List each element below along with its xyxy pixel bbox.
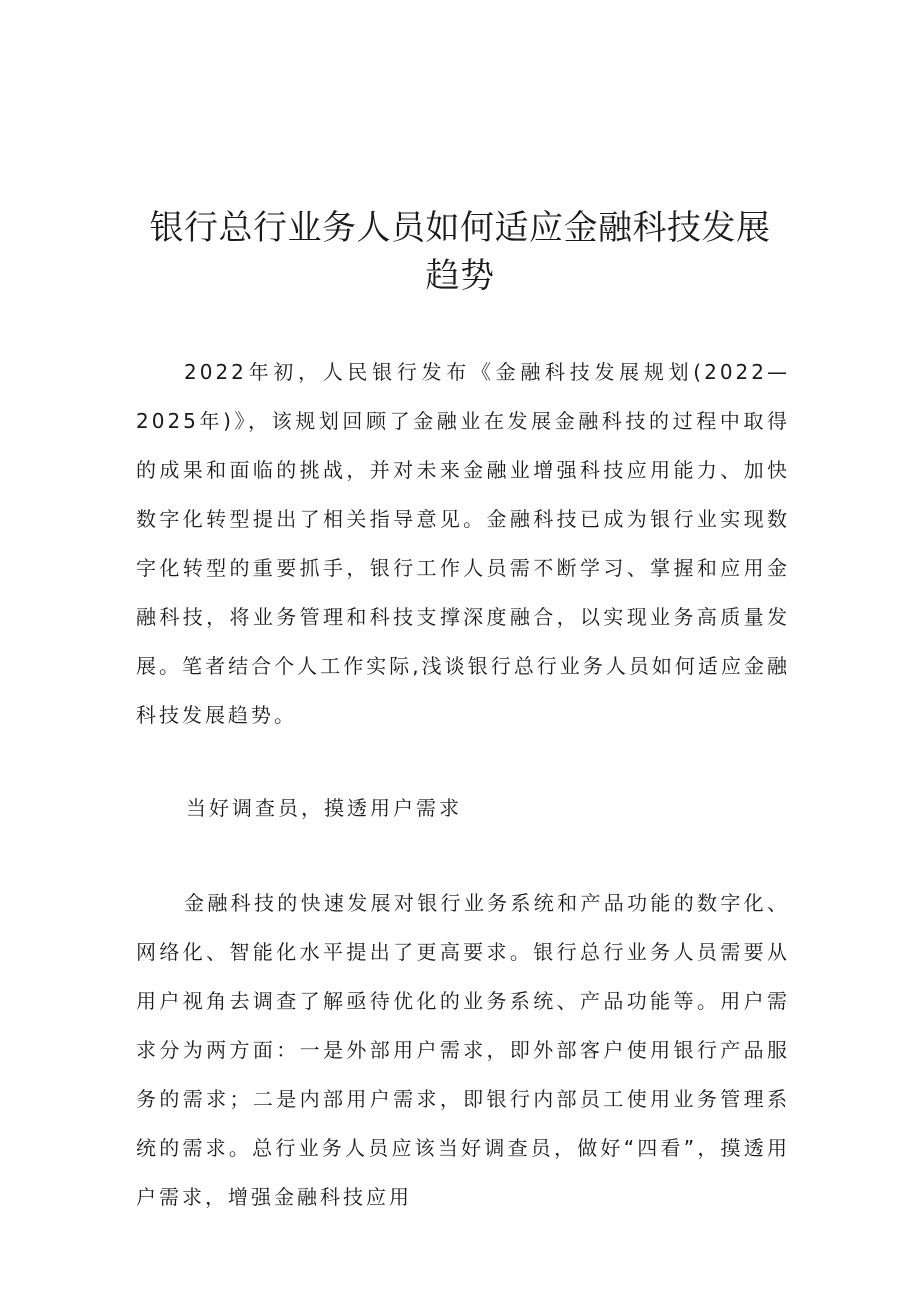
document-title xyxy=(130,204,790,300)
intro-paragraph: 2022年初，人民银行发布《金融科技发展规划(2022—2025年)》，该规划回顾了金融业在发展金融科技的过程中取得的成果和面临的挑战，并对未来金融业增强科技应用能力、加快数字化转型提出了相关指导意见。金融科技已成为银行业实现数字化转型的重要抓手，银行工作人员需不断学习、掌握和应用金融科技，将业务管理和科技支撑深度融合，以实现业务高质量发展。笔者结合个人工作实际,浅谈银行总行业务人员如何适应金融科技发展趋势。 xyxy=(136,360,790,727)
section-paragraph: 金融科技的快速发展对银行业务系统和产品功能的数字化、网络化、智能化水平提出了更高要求。银行总行业务人员需要从用户视角去调查了解亟待优化的业务系统、产品功能等。用户需求分为两方面：一是外部用户需求，即外部客户使用银行产品服务的需求；二是内部用户需求，即银行内部员工使用业务管理系统的需求。总行业务人员应该当好调查员，做好“四看”，摸透用户需求，增强金融科技应用 xyxy=(136,891,790,1209)
document-title-line-2: 趋势 xyxy=(425,256,495,296)
document-title-line-1: 银行总行业务人员如何适应金融科技发展 xyxy=(149,208,771,248)
section-heading: 当好调查员，摸透用户需求 xyxy=(186,796,462,820)
